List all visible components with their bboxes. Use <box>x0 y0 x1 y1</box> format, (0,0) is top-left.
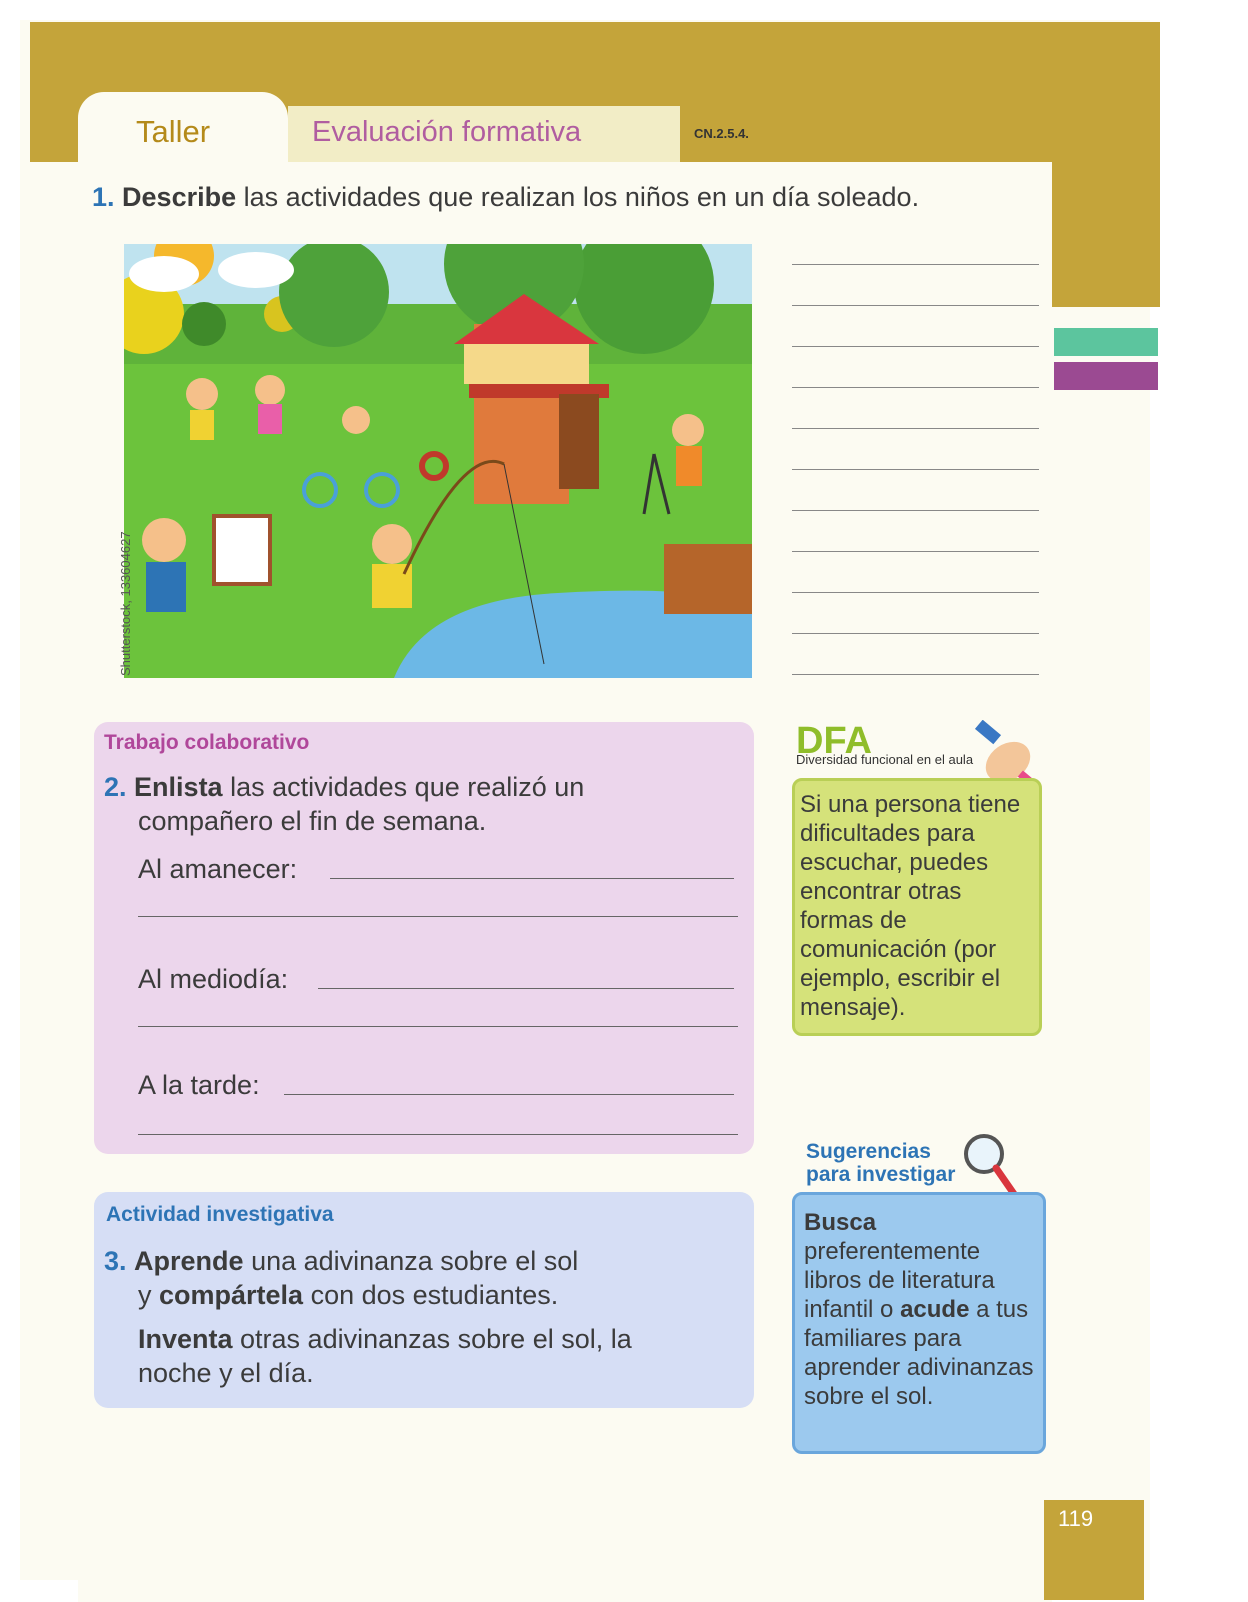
question-text: las actividades que realizó un <box>222 772 585 802</box>
answer-line[interactable] <box>792 510 1039 511</box>
suggestions-title-line: para investigar <box>806 1163 956 1186</box>
suggestions-text <box>804 1208 1040 1411</box>
answer-line[interactable] <box>138 1026 738 1027</box>
suggestions-title-line: Sugerencias <box>806 1140 931 1163</box>
question-verb: Describe <box>122 182 237 212</box>
image-credit: Shutterstock, 133604627 <box>118 531 133 676</box>
answer-line[interactable] <box>792 387 1039 388</box>
answer-line[interactable] <box>792 469 1039 470</box>
question-verb: Aprende <box>134 1246 244 1276</box>
collaborative-work-title: Trabajo colaborativo <box>104 731 310 754</box>
question-3 <box>104 1244 578 1278</box>
label-tarde: A la tarde: <box>138 1070 260 1100</box>
answer-line[interactable] <box>330 878 734 879</box>
kid-photographer <box>672 414 704 446</box>
ladder <box>559 394 599 489</box>
suggestions-title <box>806 1140 955 1186</box>
dfa-subtitle: Diversidad funcional en el aula <box>796 752 974 767</box>
question-1 <box>92 182 919 213</box>
easel <box>214 516 270 584</box>
tab-evaluacion <box>288 106 680 162</box>
answer-line[interactable] <box>792 633 1039 634</box>
kid-playing <box>255 375 285 405</box>
suggestion-verb: acude <box>900 1296 970 1323</box>
dfa-text: Si una persona tiene dificultades para escuchar, puedes encontrar otras formas de comunicación (por ejemplo, escribir el mensaje). <box>800 791 1021 1021</box>
kid-fishing <box>372 524 412 564</box>
answer-line[interactable] <box>792 305 1039 306</box>
question-2 <box>104 770 584 804</box>
answer-line[interactable] <box>138 916 738 917</box>
answer-line[interactable] <box>318 988 734 989</box>
answer-line[interactable] <box>284 1094 734 1095</box>
question-text: una adivinanza sobre el sol <box>243 1246 579 1276</box>
answer-line[interactable] <box>792 346 1039 347</box>
question-2-line2: compañero el fin de semana. <box>138 806 487 836</box>
answer-line[interactable] <box>792 674 1039 675</box>
answer-line[interactable] <box>792 592 1039 593</box>
tab-taller <box>78 92 288 167</box>
suggestion-verb: Busca <box>804 1209 877 1236</box>
green-stripe <box>1054 328 1158 356</box>
purple-stripe <box>1054 362 1158 390</box>
page-number-tab <box>1044 1500 1144 1600</box>
answer-line[interactable] <box>792 428 1039 429</box>
question-3-line3 <box>138 1322 632 1356</box>
cloud-icon <box>129 256 199 292</box>
question-verb: compártela <box>159 1280 304 1310</box>
label-mediodia: Al mediodía: <box>138 964 289 994</box>
label-amanecer: Al amanecer: <box>138 854 298 884</box>
question-3-line4: noche y el día. <box>138 1358 314 1388</box>
question-text: con dos estudiantes. <box>303 1280 559 1310</box>
cloud-icon <box>218 252 294 288</box>
answer-line[interactable] <box>138 1134 738 1135</box>
question-number: 3. <box>104 1246 127 1276</box>
question-number: 2. <box>104 772 127 802</box>
tab-taller-label: Taller <box>136 114 211 149</box>
kid-painting <box>142 518 186 562</box>
research-activity-title: Actividad investigativa <box>106 1203 334 1226</box>
kid-on-bike <box>342 406 370 434</box>
answer-line[interactable] <box>792 551 1039 552</box>
kid-playing <box>186 378 218 410</box>
suggestion-text: a tus familiares para aprender adivinanzas sobre el sol. <box>804 1296 1034 1410</box>
page-number: 119 <box>1058 1506 1094 1531</box>
question-3-line2 <box>138 1278 558 1312</box>
tab-evaluacion-label: Evaluación formativa <box>312 116 582 148</box>
suggestion-text: preferentemente libros de literatura infantil o <box>804 1238 995 1323</box>
dock <box>664 544 752 614</box>
curriculum-code: CN.2.5.4. <box>694 126 749 141</box>
question-text: y <box>138 1280 160 1310</box>
tree-house <box>464 344 589 384</box>
question-verb: Inventa <box>138 1324 233 1354</box>
answer-line[interactable] <box>792 264 1039 265</box>
dfa-title: DFA <box>796 720 872 762</box>
question-number: 1. <box>92 182 115 212</box>
question-text: otras adivinanzas sobre el sol, la <box>232 1324 632 1354</box>
question-verb: Enlista <box>134 772 223 802</box>
question-text: las actividades que realizan los niños en un día soleado. <box>236 182 920 212</box>
park-illustration <box>124 244 752 678</box>
